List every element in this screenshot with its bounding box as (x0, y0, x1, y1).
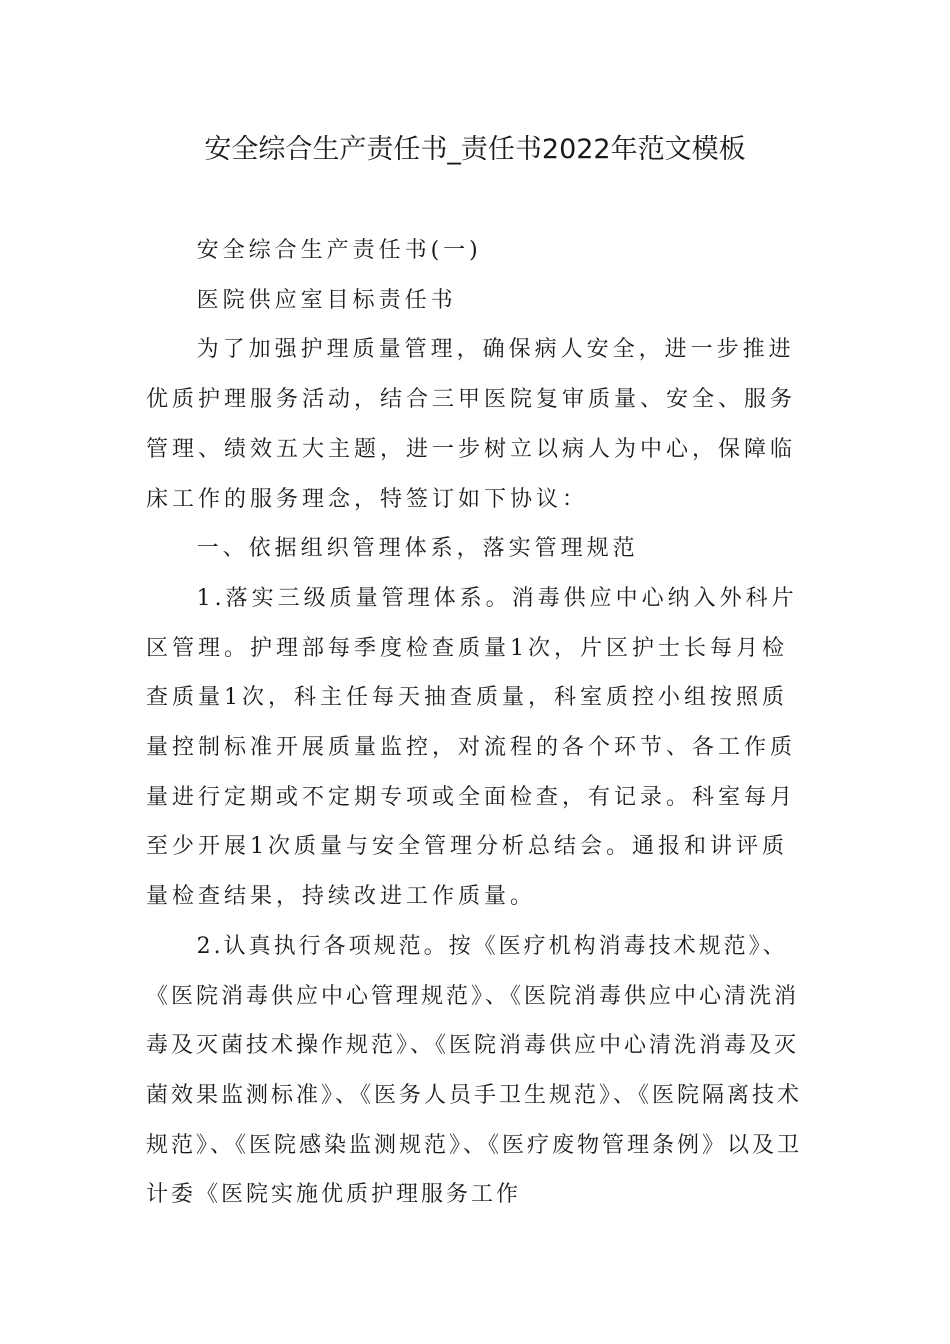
paragraph-item-2: 2.认真执行各项规范。按《医疗机构消毒技术规范》、《医院消毒供应中心管理规范》、《医院消毒供应中心清洗消毒及灭菌技术操作规范》、《医院消毒供应中心清洗消毒及灭菌效果监测标准》、《医务人员手卫生规范》、《医院隔离技术规范》、《医院感染监测规范》、《医疗废物管理条例》以及卫计委《医院实施优质护理服务工作 (146, 933, 803, 1208)
paragraph-section-heading: 安全综合生产责任书(一) (196, 238, 482, 263)
paragraph-subtitle: 医院供应室目标责任书 (196, 287, 457, 313)
document-body (146, 226, 810, 1220)
paragraph-intro: 为了加强护理质量管理，确保病人安全，进一步推进优质护理服务活动，结合三甲医院复审质量、安全、服务管理、绩效五大主题，进一步树立以病人为中心，保障临床工作的服务理念，特签订如下协议： (146, 337, 797, 512)
paragraph-heading-one: 一、依据组织管理体系，落实管理规范 (196, 536, 639, 562)
paragraph-item-1: 1.落实三级质量管理体系。消毒供应中心纳入外科片区管理。护理部每季度检查质量1次，片区护士长每月检查质量1次，科主任每天抽查质量，科室质控小组按照质量控制标准开展质量监控，对流程的各个环节、各工作质量进行定期或不定期专项或全面检查，有记录。科室每月至少开展1次质量与安全管理分析总结会。通报和讲评质量检查结果，持续改进工作质量。 (146, 585, 798, 910)
document-title: 安全综合生产责任书_责任书2022年范文模板 (204, 134, 746, 165)
